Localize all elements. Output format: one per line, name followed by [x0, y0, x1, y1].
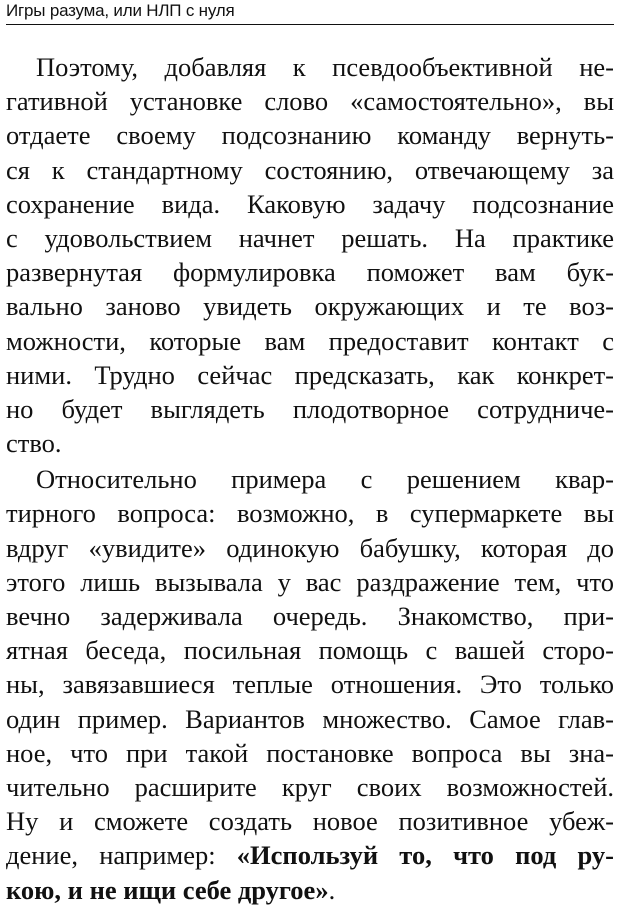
text-line-mixed: [6, 838, 614, 872]
bold-quote-segment: кою, и не ищи себе другое»: [6, 874, 329, 905]
text-line: чительно расширите круг своих возможностей.: [6, 771, 614, 802]
body-text: [6, 50, 614, 907]
text-line: этого лишь вызывала у вас раздражение тем, что: [6, 566, 614, 597]
text-segment: .: [328, 874, 336, 905]
text-line: развернутая формулировка поможет вам бук-: [6, 257, 614, 288]
text-line: вечно задерживала очередь. Знакомство, при-: [6, 601, 614, 631]
text-line: ятная беседа, посильная помощь с вашей сторо-: [6, 635, 614, 666]
text-line: отдаете своему подсознанию команду вернуть-: [6, 120, 614, 151]
text-line: но будет выглядеть плодотворное сотрудниче-: [6, 393, 614, 424]
running-header: [6, 0, 614, 25]
text-line: ними. Трудно сейчас предсказать, как конкрет-: [6, 359, 614, 390]
text-line: сохранение вида. Каковую задачу подсознание: [6, 188, 614, 219]
bold-quote-segment: «Используй то, что под ру-: [236, 840, 614, 871]
text-line: гативной установке слово «самостоятельно», вы: [6, 86, 614, 117]
text-segment: дение, например:: [6, 840, 237, 871]
text-line: можности, которые вам предоставит контакт с: [6, 325, 614, 356]
text-line: тирного вопроса: возможно, в супермаркете вы: [6, 498, 614, 529]
text-line: вально заново увидеть окружающих и те воз-: [6, 291, 614, 322]
text-line: с удовольствием начнет решать. На практике: [6, 222, 614, 253]
text-line: Относительно примера с решением квар-: [36, 464, 614, 495]
text-line: Ну и сможете создать новое позитивное убеж-: [6, 806, 614, 837]
text-line: ство.: [6, 428, 62, 459]
text-line: Поэтому, добавляя к псевдообъективной не-: [36, 52, 614, 82]
text-line: ся к стандартному состоянию, отвечающему за: [6, 154, 614, 185]
text-line-mixed: [6, 873, 614, 907]
text-line: ное, что при такой постановке вопроса вы зна-: [6, 737, 614, 768]
text-line: один пример. Вариантов множество. Самое глав-: [6, 703, 614, 734]
text-line: вдруг «увидите» одинокую бабушку, которая до: [6, 532, 614, 563]
running-title: Игры разума, или НЛП с нуля: [6, 1, 235, 20]
text-line: ны, завязавшиеся теплые отношения. Это только: [6, 669, 614, 700]
